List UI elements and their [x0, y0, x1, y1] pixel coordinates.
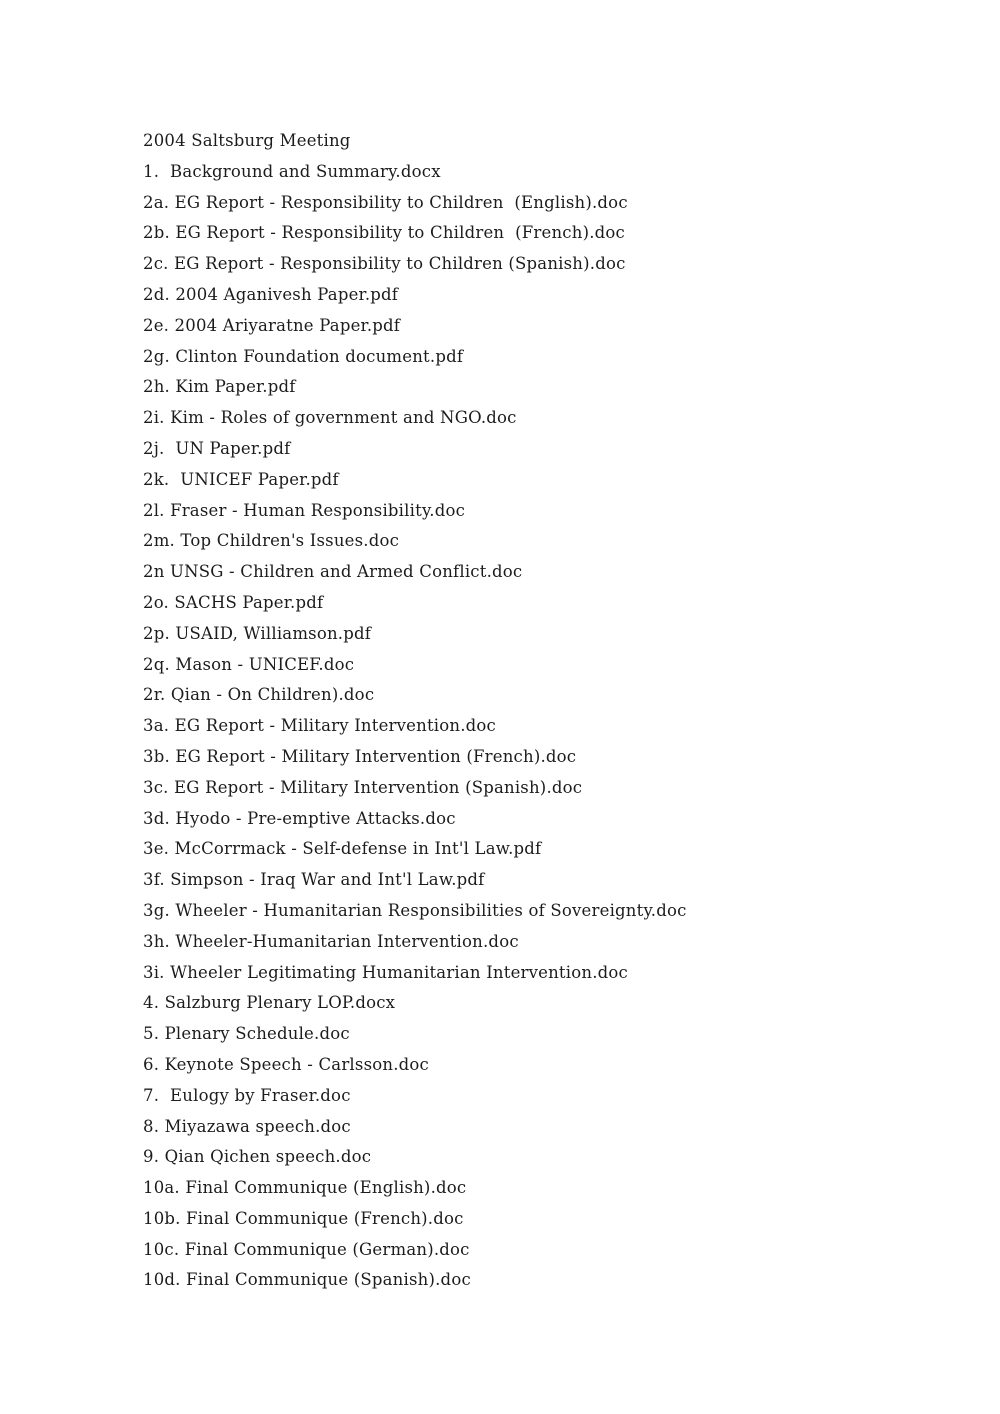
document-title: 2004 Saltsburg Meeting: [143, 131, 351, 150]
file-list-item: 3d. Hyodo - Pre-emptive Attacks.doc: [143, 808, 456, 828]
file-list-item: 1. Background and Summary.docx: [143, 161, 441, 181]
file-list-item: 2h. Kim Paper.pdf: [143, 377, 296, 397]
file-list-item: 6. Keynote Speech - Carlsson.doc: [143, 1054, 429, 1074]
file-list-item: 2e. 2004 Ariyaratne Paper.pdf: [143, 315, 401, 335]
file-list-item: 8. Miyazawa speech.doc: [143, 1116, 351, 1136]
file-list-item: 2m. Top Children's Issues.doc: [143, 531, 400, 551]
file-list-item: 2l. Fraser - Human Responsibility.doc: [143, 500, 466, 520]
file-list-item: 2r. Qian - On Children).doc: [143, 685, 375, 705]
file-list-item: 2a. EG Report - Responsibility to Children (English).doc: [143, 192, 628, 212]
file-list-item: 3b. EG Report - Military Intervention (French).doc: [143, 746, 577, 766]
file-list: [143, 157, 920, 1296]
file-list-item: 10c. Final Communique (German).doc: [143, 1239, 470, 1259]
file-list-item: 2k. UNICEF Paper.pdf: [143, 469, 339, 489]
file-list-item: 3i. Wheeler Legitimating Humanitarian Intervention.doc: [143, 962, 628, 982]
file-list-item: 3e. McCorrmack - Self-defense in Int'l Law.pdf: [143, 839, 542, 859]
file-list-item: 2c. EG Report - Responsibility to Children (Spanish).doc: [143, 254, 626, 274]
file-list-item: 3g. Wheeler - Humanitarian Responsibilities of Sovereignty.doc: [143, 900, 687, 920]
file-list-item: 5. Plenary Schedule.doc: [143, 1024, 350, 1044]
file-list-item: 10b. Final Communique (French).doc: [143, 1208, 464, 1228]
file-list-item: 2o. SACHS Paper.pdf: [143, 592, 324, 612]
file-list-item: 10d. Final Communique (Spanish).doc: [143, 1270, 471, 1290]
file-list-item: 7. Eulogy by Fraser.doc: [143, 1085, 351, 1105]
file-list-item: 2p. USAID, Williamson.pdf: [143, 623, 372, 643]
file-list-item: 2i. Kim - Roles of government and NGO.doc: [143, 408, 517, 428]
file-list-item: 3a. EG Report - Military Intervention.doc: [143, 716, 496, 736]
file-list-item: 2g. Clinton Foundation document.pdf: [143, 346, 464, 366]
file-list-item: 3f. Simpson - Iraq War and Int'l Law.pdf: [143, 870, 485, 890]
file-list-item: 3h. Wheeler-Humanitarian Intervention.doc: [143, 931, 519, 951]
file-list-item: 2q. Mason - UNICEF.doc: [143, 654, 355, 674]
file-list-item: 4. Salzburg Plenary LOP.docx: [143, 993, 396, 1013]
file-list-item: 2j. UN Paper.pdf: [143, 438, 291, 458]
file-list-item: 2d. 2004 Aganivesh Paper.pdf: [143, 284, 399, 304]
file-list-item: 2b. EG Report - Responsibility to Children (French).doc: [143, 223, 625, 243]
file-list-item: 10a. Final Communique (English).doc: [143, 1178, 467, 1198]
file-list-item: 9. Qian Qichen speech.doc: [143, 1147, 372, 1167]
file-list-item: 2n UNSG - Children and Armed Conflict.doc: [143, 562, 523, 582]
file-list-item: 3c. EG Report - Military Intervention (Spanish).doc: [143, 777, 583, 797]
